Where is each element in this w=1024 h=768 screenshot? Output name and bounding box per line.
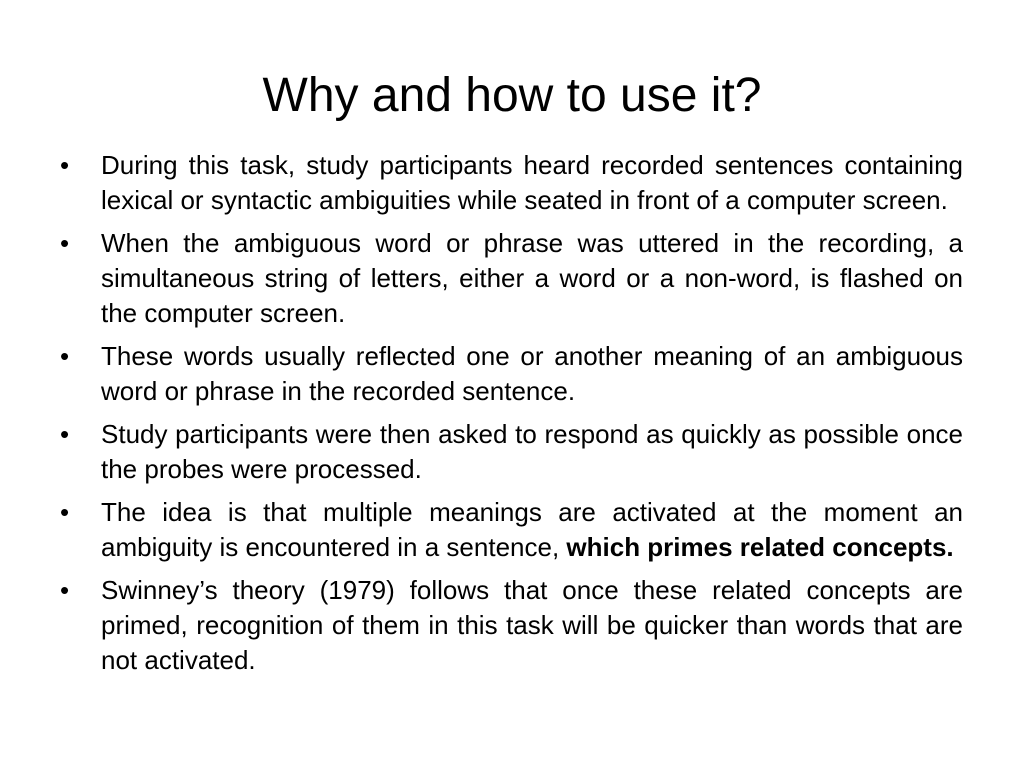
bullet-text: These words usually reflected one or another meaning of an ambiguous word or phrase in the recorded sentence. [101, 341, 963, 406]
bullet-item [60, 226, 963, 331]
bullet-icon: • [60, 575, 70, 605]
bullet-text: The idea is that multiple meanings are activated at the moment an ambiguity is encountered in a sentence, [101, 497, 963, 562]
bullet-icon: • [60, 497, 70, 527]
bullet-text: Study participants were then asked to respond as quickly as possible once the probes were processed. [101, 419, 963, 484]
bullet-text: When the ambiguous word or phrase was uttered in the recording, a simultaneous string of letters, either a word or a non-word, is flashed on the computer screen. [101, 228, 963, 328]
bullet-item [60, 495, 963, 565]
bullet-text: During this task, study participants heard recorded sentences containing lexical or syntactic ambiguities while seated in front of a computer screen. [101, 150, 963, 215]
bullet-icon: • [60, 228, 70, 258]
bullet-icon: • [60, 419, 70, 449]
bullet-list [60, 148, 963, 686]
bullet-bold-text: which primes related concepts. [566, 532, 954, 562]
bullet-item [60, 573, 963, 678]
bullet-icon: • [60, 341, 70, 371]
slide-title: Why and how to use it? [262, 69, 762, 122]
bullet-icon: • [60, 150, 70, 180]
bullet-text: Swinney’s theory (1979) follows that once these related concepts are primed, recognition of them in this task will be quicker than words that are not activated. [101, 575, 963, 675]
bullet-item [60, 339, 963, 409]
bullet-item [60, 148, 963, 218]
bullet-item [60, 417, 963, 487]
